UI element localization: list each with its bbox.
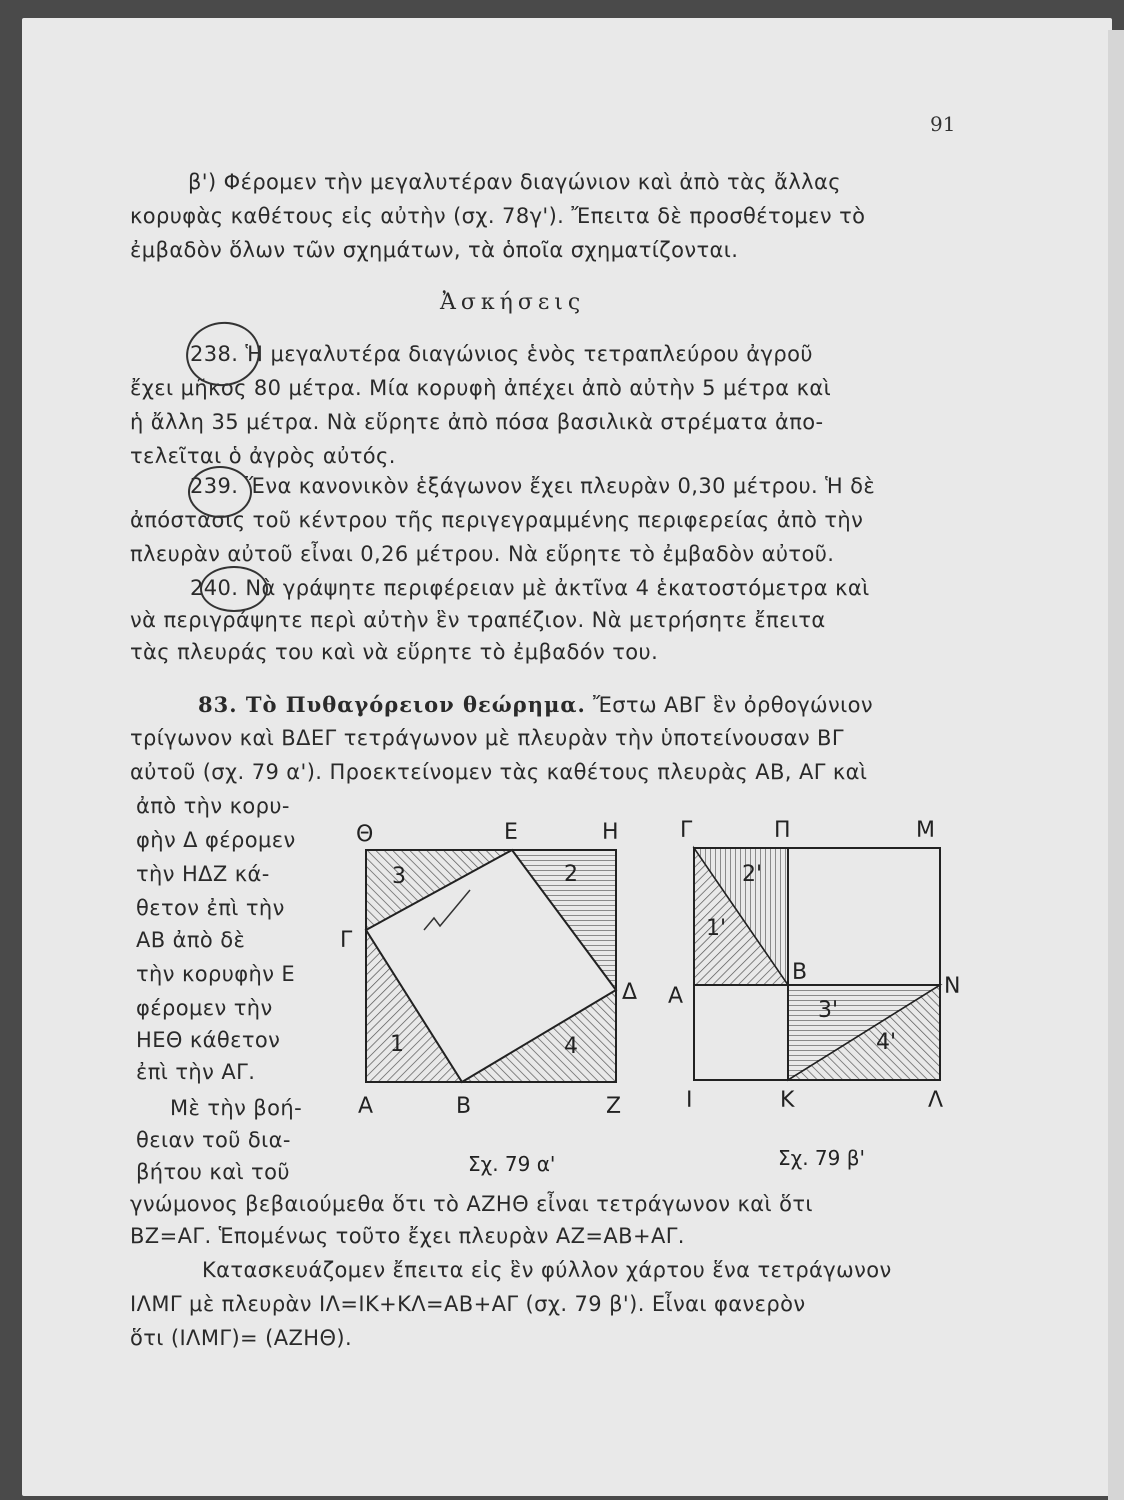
fig-b-label-a: Α	[668, 984, 684, 1009]
exercise-240-line-3: τὰς πλευράς του καὶ νὰ εὕρητε τὸ ἐμβαδόν του.	[130, 640, 659, 664]
page-number: 91	[930, 112, 956, 136]
intro-line-3: ἐμβαδὸν ὅλων τῶν σχημάτων, τὰ ὁποῖα σχηματίζονται.	[130, 238, 739, 262]
fig-b-region-label-1p: 1'	[706, 916, 727, 941]
exercise-240-line-2: νὰ περιγράψητε περὶ αὐτὴν ἓν τραπέζιον. Νὰ μετρήσητε ἔπειτα	[130, 608, 826, 632]
side-line-7: φέρομεν τὴν	[136, 996, 273, 1020]
fig-b-label-pi: Π	[774, 818, 791, 843]
final-line-5: ὅτι (ΙΛΜΓ)= (ΑΖΗΘ).	[130, 1326, 353, 1350]
exercise-239-line-2: ἀπόστασις τοῦ κέντρου τῆς περιγεγραμμένης περιφερείας ἀπὸ τὴν	[130, 508, 864, 532]
fig-a-label-e: Ε	[504, 820, 518, 845]
fig-b-label-k: Κ	[780, 1088, 795, 1113]
fig-a-label-z: Ζ	[606, 1094, 622, 1119]
side-line-12: βήτου καὶ τοῦ	[136, 1160, 290, 1184]
side-line-3: τὴν ΗΔΖ κά-	[136, 862, 270, 886]
side-line-4: θετον ἐπὶ τὴν	[136, 896, 285, 920]
fig-a-label-delta: Δ	[622, 980, 638, 1005]
side-line-9: ἐπὶ τὴν ΑΓ.	[136, 1060, 256, 1084]
fig-b-region-label-4p: 4'	[876, 1030, 897, 1055]
exercise-238-line-2: ἔχει μῆκος 80 μέτρα. Μία κορυφὴ ἀπέχει ἀπὸ αὐτὴν 5 μέτρα καὶ	[130, 376, 832, 400]
fig-b-region-label-2p: 2'	[742, 862, 763, 887]
intro-line-1: β') Φέρομεν τὴν μεγαλυτέραν διαγώνιον καὶ ἀπὸ τὰς ἄλλας	[188, 170, 841, 194]
exercise-239-line-3: πλευρὰν αὐτοῦ εἶναι 0,26 μέτρου. Νὰ εὕρητε τὸ ἐμβαδὸν αὐτοῦ.	[130, 542, 835, 566]
fig-a-label-theta: Θ	[356, 822, 374, 847]
fig-b-label-b: Β	[792, 960, 808, 985]
fig-b-region-label-3p: 3'	[818, 998, 839, 1023]
exercise-238-line-1: 238. Ἡ μεγαλυτέρα διαγώνιος ἑνὸς τετραπλεύρου ἀγροῦ	[190, 342, 813, 366]
fig-a-label-h: Η	[602, 820, 619, 845]
fig-a-caption: Σχ. 79 α'	[468, 1152, 556, 1176]
final-line-2: ΒΖ=ΑΓ. Ἑπομένως τοῦτο ἔχει πλευρὰν ΑΖ=ΑΒ+ΑΓ.	[130, 1224, 685, 1248]
figure-b	[694, 848, 940, 1080]
fig-b-label-gamma: Γ	[680, 818, 693, 843]
fig-b-label-lambda: Λ	[928, 1088, 944, 1113]
fig-a-label-a: Α	[358, 1094, 374, 1119]
fig-b-caption: Σχ. 79 β'	[778, 1146, 865, 1170]
exercise-239-line-1: 239. Ἕνα κανονικὸν ἑξάγωνον ἔχει πλευρὰν 0,30 μέτρου. Ἡ δὲ	[190, 474, 876, 498]
fig-b-label-i: Ι	[686, 1088, 693, 1113]
fig-b-label-m: Μ	[916, 818, 935, 843]
exercise-240-line-1: 240. Νὰ γράψητε περιφέρειαν μὲ ἀκτῖνα 4 ἑκατοστόμετρα καὶ	[190, 576, 870, 600]
intro-line-2: κορυφὰς καθέτους εἰς αὐτὴν (σχ. 78γ'). Ἔπειτα δὲ προσθέτομεν τὸ	[130, 204, 866, 228]
fig-a-region-label-3: 3	[392, 864, 406, 889]
side-line-1: ἀπὸ τὴν κορυ-	[136, 794, 290, 818]
final-line-4: ΙΛΜΓ μὲ πλευρὰν ΙΛ=ΙΚ+ΚΛ=ΑΒ+ΑΓ (σχ. 79 β'). Εἶναι φανερὸν	[130, 1292, 806, 1316]
exercise-238-line-4: τελεῖται ὁ ἀγρὸς αὐτός.	[130, 444, 396, 468]
fig-a-region-label-1: 1	[390, 1032, 404, 1057]
section-83-line-3: αὐτοῦ (σχ. 79 α'). Προεκτείνομεν τὰς καθέτους πλευρὰς ΑΒ, ΑΓ καὶ	[130, 760, 868, 784]
section-83-line-2: τρίγωνον καὶ ΒΔΕΓ τετράγωνον μὲ πλευρὰν τὴν ὑποτείνουσαν ΒΓ	[130, 726, 844, 750]
side-line-10: Μὲ τὴν βοή-	[170, 1096, 303, 1120]
side-line-6: τὴν κορυφὴν Ε	[136, 962, 296, 986]
side-line-2: φὴν Δ φέρομεν	[136, 828, 296, 852]
side-line-8: ΗΕΘ κάθετον	[136, 1028, 281, 1052]
fig-a-label-gamma: Γ	[340, 928, 353, 953]
exercise-238-line-3: ἡ ἄλλη 35 μέτρα. Νὰ εὕρητε ἀπὸ πόσα βασιλικὰ στρέματα ἀπο-	[130, 410, 824, 434]
fig-a-region-label-4: 4	[564, 1034, 578, 1059]
fig-a-label-b: Β	[456, 1094, 472, 1119]
fig-b-label-n: Ν	[944, 974, 961, 999]
section-first-line-rest: Ἔστω ΑΒΓ ἓν ὀρθογώνιον	[592, 693, 874, 717]
final-line-1: γνώμονος βεβαιούμεθα ὅτι τὸ ΑΖΗΘ εἶναι τετράγωνον καὶ ὅτι	[130, 1192, 813, 1216]
side-line-5: ΑΒ ἀπὸ δὲ	[136, 928, 246, 952]
section-title: 83. Τὸ Πυθαγόρειον θεώρημα.	[198, 692, 586, 717]
fig-a-region-label-2: 2	[564, 862, 578, 887]
exercises-heading: Ἀσκήσεις	[440, 290, 586, 315]
final-line-3: Κατασκευάζομεν ἔπειτα εἰς ἓν φύλλον χάρτου ἕνα τετράγωνον	[202, 1258, 892, 1282]
side-line-11: θειαν τοῦ δια-	[136, 1128, 291, 1152]
fig-a-pen-mark	[424, 890, 470, 930]
